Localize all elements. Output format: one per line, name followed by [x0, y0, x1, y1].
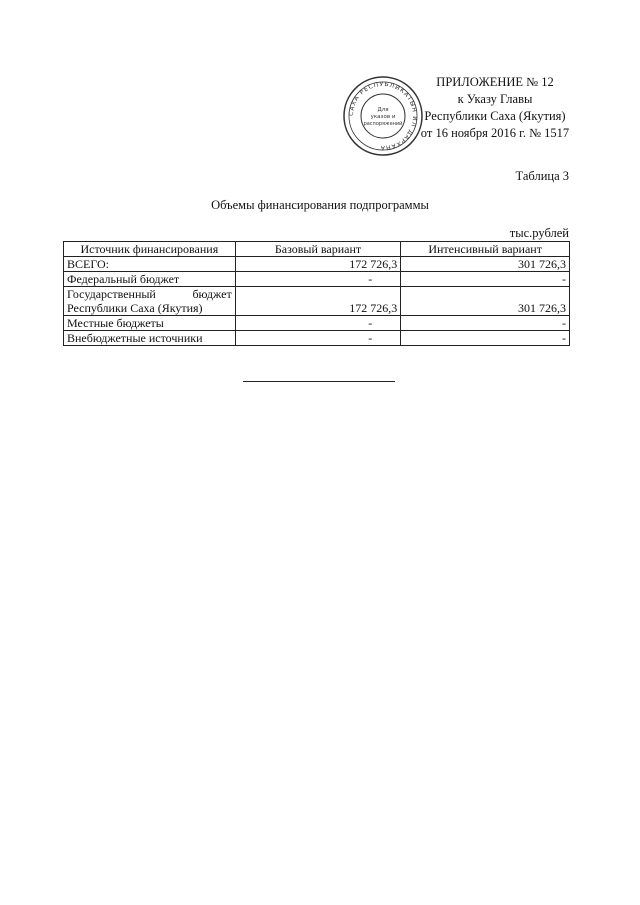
- row-intensive-value: -: [401, 272, 570, 287]
- row-source-line2: Республики Саха (Якутия): [67, 301, 203, 315]
- row-source: Местные бюджеты: [64, 316, 236, 331]
- stamp-center-line3: распоряжений: [363, 121, 403, 127]
- financing-table: [63, 241, 570, 346]
- units-label: тыс.рублей: [509, 226, 569, 240]
- table-header-row: [64, 242, 570, 257]
- row-base-value: 172 726,3: [235, 257, 401, 272]
- row-base-value: -: [235, 272, 401, 287]
- row-source: [64, 287, 236, 316]
- end-rule: [243, 381, 395, 382]
- row-source: Федеральный бюджет: [64, 272, 236, 287]
- header-line-4: от 16 ноября 2016 г. № 1517: [420, 126, 570, 140]
- header-intensive: Интенсивный вариант: [401, 242, 570, 257]
- stamp-center-line1: Для: [377, 107, 389, 113]
- table-number-label: Таблица 3: [515, 169, 569, 183]
- table-row: [64, 257, 570, 272]
- row-intensive-value: 301 726,3: [401, 257, 570, 272]
- official-stamp: [342, 75, 424, 157]
- table-row: [64, 316, 570, 331]
- appendix-header: [420, 74, 570, 142]
- table-row: [64, 272, 570, 287]
- header-line-1: ПРИЛОЖЕНИЕ № 12: [436, 75, 554, 89]
- row-base-value: -: [235, 331, 401, 346]
- stamp-ring-text: САХА РЕСПУБЛИКАТЫН ИЛ ДАРХАНА: [347, 80, 419, 152]
- stamp-center-line2: указов и: [370, 114, 396, 120]
- header-source: Источник финансирования: [64, 242, 236, 257]
- document-title: Объемы финансирования подпрограммы: [211, 198, 429, 212]
- row-base-value: -: [235, 316, 401, 331]
- row-intensive-value: 301 726,3: [401, 287, 570, 316]
- row-source: Внебюджетные источники: [64, 331, 236, 346]
- row-base-value: 172 726,3: [235, 287, 401, 316]
- table-row: [64, 287, 570, 316]
- row-intensive-value: -: [401, 331, 570, 346]
- row-source-line1: Государственный бюджет: [67, 287, 232, 301]
- header-line-3: Республики Саха (Якутия): [424, 109, 566, 123]
- header-base: Базовый вариант: [235, 242, 401, 257]
- row-source: ВСЕГО:: [64, 257, 236, 272]
- header-line-2: к Указу Главы: [457, 92, 533, 106]
- table-row: [64, 331, 570, 346]
- row-intensive-value: -: [401, 316, 570, 331]
